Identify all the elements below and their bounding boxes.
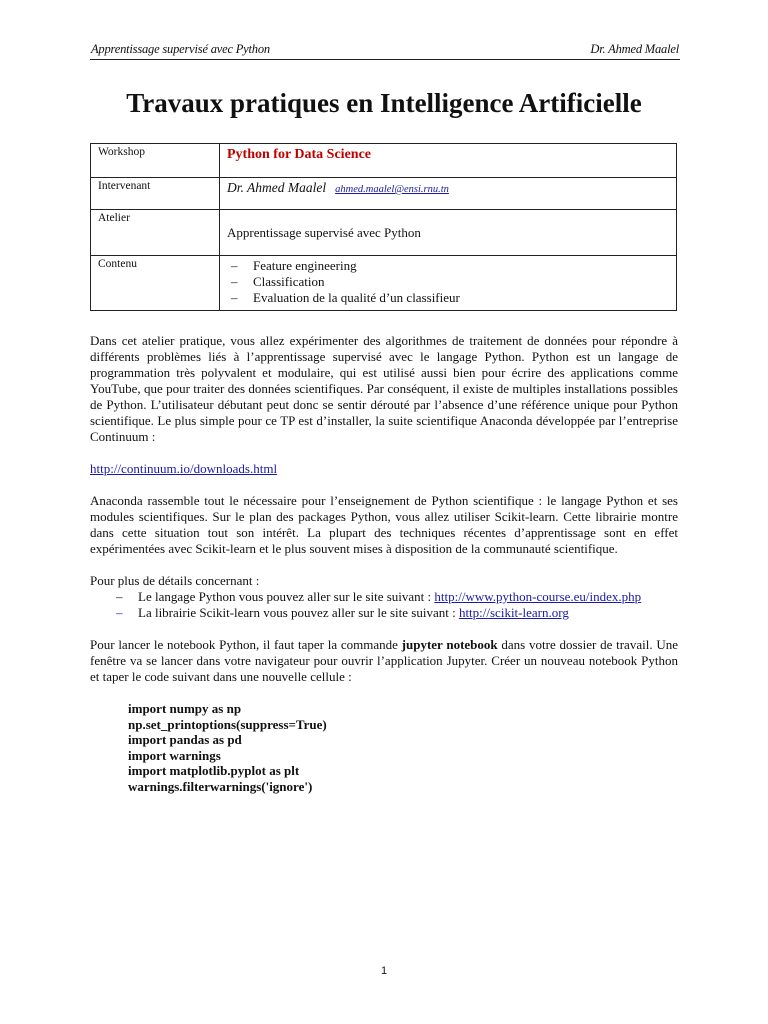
code-block [128,701,678,794]
details-intro: Pour plus de détails concernant : [90,573,260,588]
table-row-workshop [91,144,677,178]
document-body [90,333,678,794]
header-right-text: Dr. Ahmed Maalel [590,42,679,56]
page-number: 1 [380,965,388,977]
contenu-label: Contenu [91,256,220,311]
page-title: Travaux pratiques en Intelligence Artificielle [126,88,642,118]
contenu-list [227,258,669,306]
atelier-label: Atelier [91,210,220,256]
workshop-label: Workshop [91,144,220,178]
intervenant-name: Dr. Ahmed Maalel [227,180,327,195]
list-item: – Feature engineering [227,258,669,274]
list-item: – Evaluation de la qualité d’un classifieur [227,290,669,306]
code-line: import pandas as pd [128,732,242,747]
list-item: – Classification [227,274,669,290]
table-row-intervenant [91,178,677,210]
page-header [91,42,679,57]
intervenant-email-link[interactable]: ahmed.maalel@ensi.rnu.tn [335,184,449,195]
list-item [90,589,678,605]
details-list [90,589,678,621]
workshop-value: Python for Data Science [227,147,371,162]
info-table [90,143,677,311]
table-row-contenu [91,256,677,311]
table-row-atelier [91,210,677,256]
header-left-text: Apprentissage supervisé avec Python [91,42,270,56]
code-line: warnings.filterwarnings('ignore') [128,778,313,794]
code-line: import warnings [128,747,221,763]
scikit-learn-link[interactable]: http://scikit-learn.org [458,605,569,620]
download-link[interactable]: http://continuum.io/downloads.html [90,461,278,476]
notebook-text-before: Pour lancer le notebook Python, il faut taper la commande [90,637,402,652]
atelier-value: Apprentissage supervisé avec Python [227,225,421,240]
notebook-command: jupyter notebook [401,637,498,652]
intervenant-label: Intervenant [91,178,220,210]
notebook-paragraph [90,637,678,685]
intro-paragraph: Dans cet atelier pratique, vous allez expérimenter des algorithmes de traitement de données pour répondre à différents problèmes liés à l’apprentissage supervisé avec le langage Python. Python est un langage de programmation très polyvalent et modulaire, qui est utilisé aussi bien pour écrire des applications comme YouTube, que pour traiter des données scientifiques. Par conséquent, il existe de multiples installations possibles de Python. L’utilisateur débutant peut donc se sentir dérouté par l’absence d’une référence unique pour Python scientifique. Le plus simple pour ce TP est d’installer, la suite scientifique Anaconda développée par l’entreprise Continuum : [90,333,678,444]
details-item-text: Le langage Python vous pouvez aller sur le site suivant : [138,589,435,604]
code-line: np.set_printoptions(suppress=True) [128,716,327,732]
header-divider [90,59,680,60]
details-item-text: La librairie Scikit-learn vous pouvez aller sur le site suivant : [138,605,459,620]
notebook-text-after: dans votre dossier de travail. Une fenêtre va se lancer dans votre navigateur pour ouvrir l’application Jupyter. Créer un nouveau notebook Python et taper le code suivant dans une nouvelle cellule : [90,637,678,684]
code-line: import matplotlib.pyplot as plt [128,763,300,778]
code-line: import numpy as np [128,701,242,716]
python-course-link[interactable]: http://www.python-course.eu/index.php [434,589,642,604]
anaconda-paragraph: Anaconda rassemble tout le nécessaire pour l’enseignement de Python scientifique : le langage Python et ses modules scientifiques. Sur le plan des packages Python, vous allez utiliser Scikit-learn. Cette librairie montre dans cette situation tout son intérêt. La plupart des techniques récentes d’apprentissage sont en effet expérimentées avec Scikit-learn et le plus souvent mises à disposition de la communauté scientifique. [90,493,678,556]
list-item [90,605,678,621]
